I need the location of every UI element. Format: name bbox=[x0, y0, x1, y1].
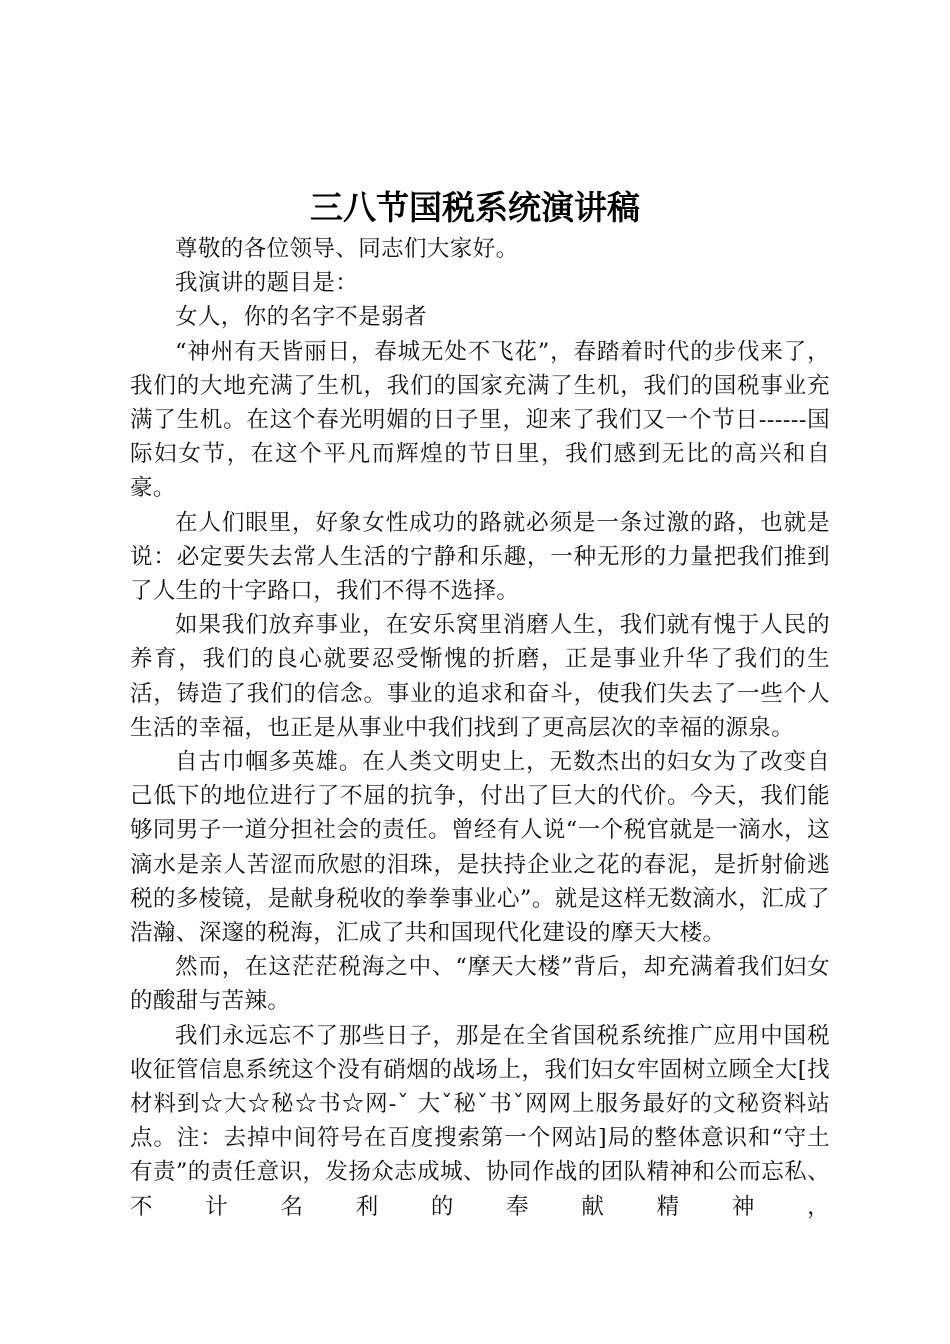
paragraph-heroines: 自古巾帼多英雄。在人类文明史上，无数杰出的妇女为了改变自己低下的地位进行了不屈的抗争，付出了巨大的代价。今天，我们能够同男子一道分担社会的责任。曾经有人说“一个税官就是一滴水，这滴水是亲人苦涩而欣慰的泪珠，是扶持企业之花的春泥，是折射偷逃税的多棱镜，是献身税收的拳拳事业心”。就是这样无数滴水，汇成了浩瀚、深邃的税海，汇成了共和国现代化建设的摩天大楼。 bbox=[130, 749, 830, 947]
paragraph-tax-sea: 然而，在这茫茫税海之中、“摩天大楼”背后，却充满着我们妇女的酸甜与苦辣。 bbox=[130, 954, 830, 1015]
document-body bbox=[130, 232, 830, 1224]
document-title: 三八节国税系统演讲稿 bbox=[310, 188, 640, 227]
paragraph-those-days: 我们永远忘不了那些日子，那是在全省国税系统推广应用中国税收征管信息系统这个没有硝烟的战场上，我们妇女牢固树立顾全大[找材料到☆大☆秘☆书☆网-ˇ 大ˇ秘ˇ书ˇ网网上服务最好的文秘资料站点。注：去掉中间符号在百度搜索第一个网站]局的整体意识和“守土有责”的责任意识，发扬众志成城、协同作战的团队精神和公而忘私、不计名利的奉献精神， bbox=[130, 1022, 830, 1220]
paragraph-success-path: 在人们眼里，好象女性成功的路就必须是一条过激的路，也就是说：必定要失去常人生活的宁静和乐趣，一种无形的力量把我们推到了人生的十字路口，我们不得不选择。 bbox=[130, 509, 830, 605]
paragraph-topic-title: 女人，你的名字不是弱者 bbox=[175, 304, 427, 331]
paragraph-career: 如果我们放弃事业，在安乐窝里消磨人生，我们就有愧于人民的养育，我们的良心就要忍受惭愧的折磨，正是事业升华了我们的生活，铸造了我们的信念。事业的追求和奋斗，使我们失去了一些个人生活的幸福，也正是从事业中我们找到了更高层次的幸福的源泉。 bbox=[130, 612, 830, 741]
paragraph-greeting: 尊敬的各位领导、同志们大家好。 bbox=[175, 236, 519, 262]
paragraph-spring: “神州有天皆丽日，春城无处不飞花”，春踏着时代的步伐来了，我们的大地充满了生机，我们的国家充满了生机，我们的国税事业充满了生机。在这个春光明媚的日子里，迎来了我们又一个节日------国际妇女节，在这个平凡而辉煌的节日里，我们感到无比的高兴和自豪。 bbox=[130, 338, 830, 502]
paragraph-topic-intro: 我演讲的题目是： bbox=[175, 270, 359, 297]
